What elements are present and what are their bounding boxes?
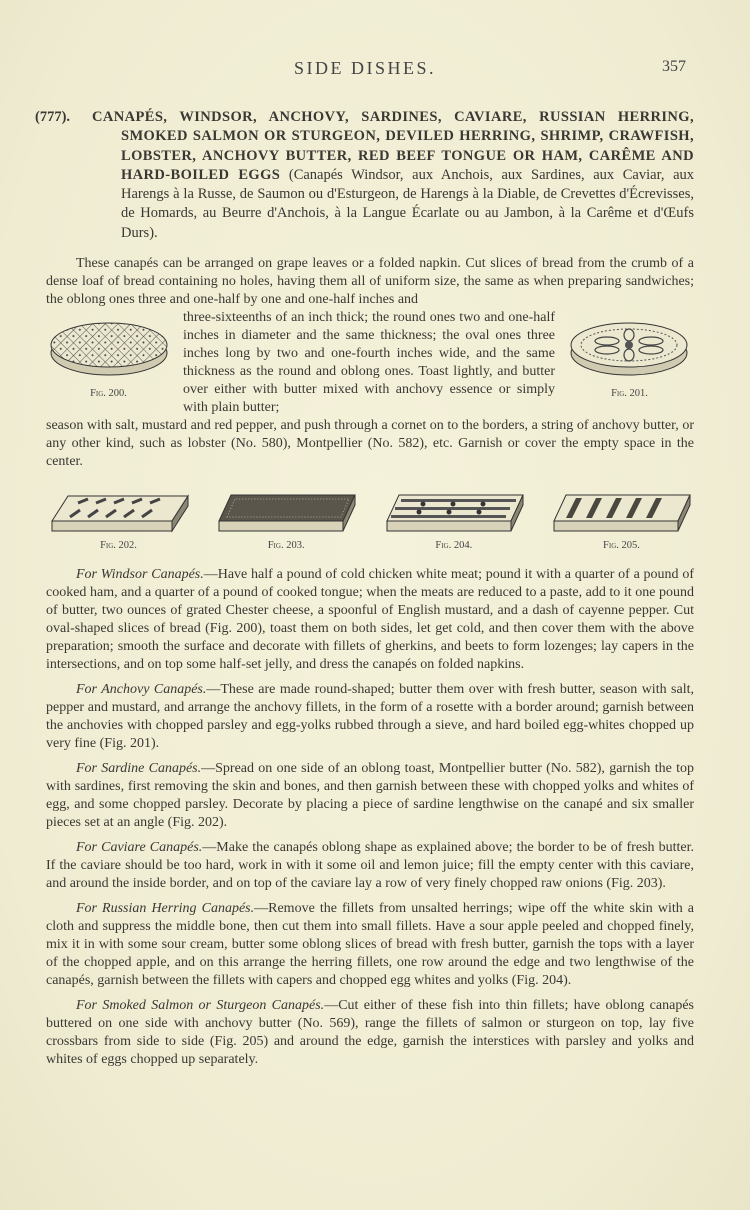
caviare-canape-illustration [215, 491, 357, 535]
running-title: SIDE DISHES. [293, 58, 436, 78]
section-smoked-salmon [46, 997, 694, 1069]
recipe-title: CANAPÉS, WINDSOR, ANCHOVY, SARDINES, CAVIARE, RUSSIAN HERRING, SMOKED SALMON OR STURGEON, DEVILED HERRING, SHRIMP, CRAWFISH, LOBSTER, ANCHOVY BUTTER, RED BEEF TONGUE OR HAM, CARÊME AND HARD-BOILED EGGS [92, 109, 694, 183]
section-text: —Have half a pound of cold chicken white meat; pound it with a quarter of a pound of cooked ham, and a quarter of a pound of cooked tongue; when the meats are reduced to a paste, add to it one pound of butter, two ounces of grated Chester cheese, a spoonful of English mustard, and a dash of cayenne pepper. Cut oval-shaped slices of bread (Fig. 200), toast them on both sides, let get cold, and then cover them with the above preparation; smooth the surface and decorate with fillets of gherkins, and beets to form lozenges; lay capers in the intersections, and on top some half-set jelly, and dress the canapés on folded napkins. [46, 567, 694, 673]
recipe-number: (777). [35, 109, 71, 125]
running-header [0, 58, 750, 80]
section-windsor [46, 566, 694, 674]
section-text: —These are made round-shaped; butter them over with fresh butter, season with salt, pepper and mustard, and arrange the anchovy fillets, in the form of a rosette with a border around; garnish between the anchovies with chopped parsley and egg-yolks rubbed through a sieve, and hard boiled egg-whites chopped up very fine (Fig. 201). [46, 682, 694, 752]
section-title: For Sardine Canapés. [76, 761, 202, 777]
figure-203-label: Fig. 203. [267, 540, 305, 552]
figure-row-round [46, 309, 694, 417]
section-text: —Make the canapés oblong shape as explained above; the border to be of fresh butter. If the caviare should be too hard, work in with it some oil and lemon juice; fill the empty center with this caviare, and around the inside border, and on top of the caviare lay a row of very finely chopped raw onions (Fig. 203). [46, 840, 694, 892]
page-body [35, 108, 694, 1076]
oval-canape-illustration [48, 317, 170, 379]
figure-201-label: Fig. 201. [611, 388, 648, 400]
page-number: 357 [662, 58, 686, 75]
intro-lead: These canapés can be arranged on grape leaves or a folded napkin. Cut slices of bread from the crumb of a dense loaf of bread containing no holes, having them all of uniform size, the same as when preparing sandwiches; the oblong ones three and one-half by one and one-half inches and [46, 256, 694, 308]
intro-paragraph [46, 255, 694, 309]
section-title: For Smoked Salmon or Sturgeon Canapés. [76, 998, 325, 1014]
figure-205 [549, 491, 694, 552]
recipe-heading [35, 108, 694, 243]
intro-middle: three-sixteenths of an inch thick; the round ones two and one-half inches in diameter and the same thickness; the oval ones three inches long by two and one-fourth inches wide, and the same thickness as the round and oblong ones. Toast lightly, and butter over either with butter mixed with anchovy essence or simply with plain butter; [183, 310, 555, 416]
recipe-french-title: (Canapés Windsor, aux Anchois, aux Sardines, aux Caviar, aux Harengs à la Russe, de Saumon ou d'Esturgeon, de Harengs à la Diable, de Crevettes d'Écrevisses, de Homards, au Beurre d'Anchois, à la Langue Écarlate ou au Jambon, à la Carême et d'Œufs Durs). [121, 166, 694, 241]
salmon-canape-illustration [550, 491, 692, 535]
intro-tail: season with salt, mustard and red pepper, and push through a cornet on to the borders, a string of anchovy butter, or any other kind, such as lobster (No. 580), Montpellier (No. 582), etc. Garnish or cover the empty space in the center. [46, 418, 694, 470]
section-caviare [46, 839, 694, 893]
figure-200-label: Fig. 200. [90, 388, 127, 400]
figure-202 [46, 491, 191, 552]
section-anchovy [46, 681, 694, 753]
recipe-sections [46, 566, 694, 1069]
figure-202-label: Fig. 202. [100, 540, 137, 552]
section-title: For Windsor Canapés. [76, 567, 204, 583]
figure-200 [46, 309, 171, 400]
figure-204 [381, 491, 526, 552]
figure-205-label: Fig. 205. [603, 540, 640, 552]
section-russian-herring [46, 900, 694, 990]
round-canape-illustration [567, 317, 692, 379]
figure-204-label: Fig. 204. [435, 540, 473, 552]
figure-203 [214, 491, 359, 552]
section-title: For Anchovy Canapés. [76, 682, 207, 698]
section-text: —Cut either of these fish into thin fillets; have oblong canapés buttered on one side with anchovy butter (No. 569), range the fillets of salmon or sturgeon on top, lay five crossbars from side to side (Fig. 205) and around the edge, garnish the interstices with parsley and yolks and whites of eggs chopped up separately. [46, 998, 694, 1068]
herring-canape-illustration [383, 491, 525, 535]
section-text: —Remove the fillets from unsalted herrings; wipe off the white skin with a cloth and suppress the middle bone, then cut them into small fillets. Have a sour apple peeled and chopped finely, mix it in with some sour cream, butter some oblong slices of bread with fresh butter, garnish the tops with a layer of the chopped apple, and on this arrange the herring fillets, one row around the edge and two lengthwise of the canapés, garnish between the fillets with capers and chopped egg whites and yolks (Fig. 204). [46, 901, 694, 989]
section-text: —Spread on one side of an oblong toast, Montpellier butter (No. 582), garnish the top with sardines, first removing the skin and bones, and then garnish between these with chopped yolks and whites of egg, and some chopped parsley. Decorate by placing a piece of sardine lengthwise on the canapé and six smaller pieces set at an angle (Fig. 202). [46, 761, 694, 831]
section-title: For Caviare Canapés. [76, 840, 203, 856]
sardine-canape-illustration [48, 491, 190, 535]
section-title: For Russian Herring Canapés. [76, 901, 255, 917]
section-sardine [46, 760, 694, 832]
figure-201 [567, 309, 692, 400]
figure-row-oblong [46, 491, 694, 552]
